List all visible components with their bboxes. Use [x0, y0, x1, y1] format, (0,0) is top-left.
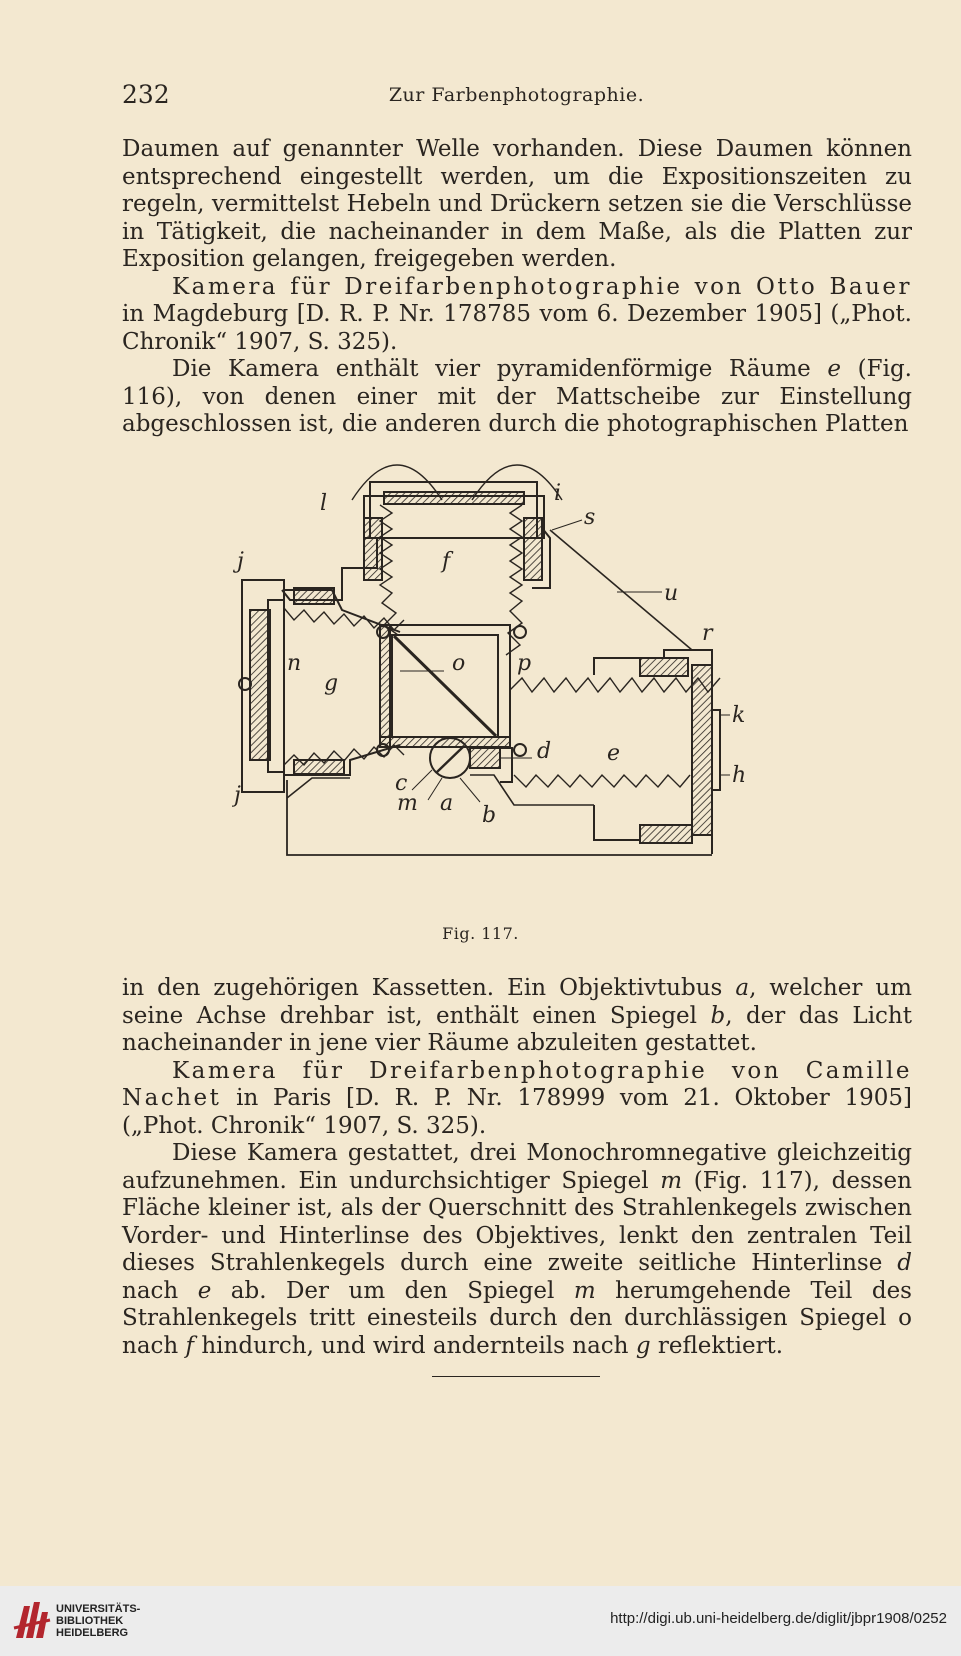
- label-m: m: [397, 791, 418, 816]
- g-bottom-mount: [294, 760, 344, 774]
- text-run: reflektiert.: [650, 1332, 784, 1359]
- camera-diagram: [232, 460, 812, 920]
- text-run: (Fig. 117), dessen Fläche kleiner ist, als der Querschnitt des Strahlenkegels zwischen Vorder- und Hinterlinse des Objektives, lenkt den zentralen Teil dieses Strahlenkegels durch eine zweite seitliche Hinterlinse: [122, 1167, 912, 1276]
- g-top-mount: [294, 588, 334, 604]
- leader-s: [552, 520, 582, 530]
- nachet-citation: in Paris [D. R. P. Nr. 178999 vom 21. Oktober 1905] („Phot. Chronik“ 1907, S. 325).: [122, 1085, 912, 1139]
- label-l: l: [320, 491, 328, 516]
- text-run: nach: [122, 1332, 186, 1359]
- leader-b: [460, 778, 480, 802]
- var-b: b: [710, 1002, 726, 1029]
- right-plate-k: [692, 665, 712, 835]
- figure-caption: Fig. 117.: [442, 924, 519, 943]
- page-number: 232: [122, 80, 170, 109]
- source-url[interactable]: http://digi.ub.uni-heidelberg.de/diglit/jbpr1908/0252: [610, 1610, 947, 1627]
- text-run: hindurch, und wird andernteils nach: [194, 1332, 636, 1359]
- page-header: [122, 80, 911, 114]
- paragraph-nachet-heading: [122, 1058, 912, 1141]
- f-right-mount: [524, 518, 542, 580]
- text-run: , der das Licht nacheinander in jene vier Räume abzuleiten gestattet.: [122, 1002, 912, 1056]
- library-name-line: UNIVERSITÄTS-: [56, 1603, 141, 1615]
- library-logo-icon: [12, 1598, 52, 1642]
- text-block-top: [122, 136, 912, 439]
- label-i: i: [554, 481, 562, 506]
- label-p: p: [517, 651, 532, 676]
- text-run: (Fig. 116), von denen einer mit der Mattscheibe zur Einstellung abgeschlossen ist, die anderen durch die photographischen Platten: [122, 356, 912, 437]
- paragraph-nachet-description: [122, 1140, 912, 1360]
- label-r: r: [702, 621, 713, 646]
- text-run: , welcher um seine Achse drehbar ist, enthält einen Spiegel: [122, 975, 912, 1029]
- bolt-bottom-right: [514, 744, 526, 756]
- paragraph-bauer-continuation: [122, 975, 912, 1058]
- var-e: e: [197, 1277, 212, 1304]
- var-a: a: [735, 975, 750, 1001]
- var-g: g: [635, 1332, 651, 1359]
- var-m: m: [660, 1167, 683, 1194]
- paragraph-bauer-heading: [122, 274, 912, 357]
- top-plate: [384, 492, 524, 504]
- f-left-mount: [364, 518, 382, 580]
- label-n: n: [287, 651, 302, 676]
- label-a: a: [440, 791, 454, 816]
- paragraph-bauer-description: [122, 356, 912, 439]
- label-d: d: [537, 739, 552, 764]
- mirror-o: [394, 636, 496, 736]
- label-k: k: [732, 703, 746, 728]
- nachet-heading: Kamera für Dreifarbenphotographie von Camille Nachet: [122, 1057, 912, 1111]
- label-h: h: [732, 763, 747, 788]
- right-knob-h: [712, 710, 720, 790]
- bellows-e-bottom: [514, 775, 690, 787]
- leader-c: [412, 770, 432, 790]
- var-f: f: [185, 1332, 195, 1359]
- end-rule: [432, 1376, 600, 1377]
- lens-d-holder: [500, 748, 512, 782]
- central-left-wall: [380, 625, 390, 747]
- label-b: b: [482, 803, 497, 828]
- figure-117: [232, 460, 812, 920]
- label-s: s: [584, 505, 596, 530]
- var-o: o: [898, 1305, 912, 1331]
- text-block-bottom: [122, 975, 912, 1360]
- label-g: g: [324, 671, 339, 696]
- lens-d-mount: [470, 748, 500, 768]
- e-bottom-housing: [594, 805, 640, 840]
- bauer-heading: Kamera für Dreifarbenphotographie von Otto Bauer: [172, 273, 912, 300]
- library-name: [56, 1603, 140, 1639]
- text-run: ab. Der um den Spiegel: [211, 1277, 574, 1304]
- footer-bar: [0, 1586, 961, 1656]
- text-run: in den zugehörigen Kassetten. Ein Objektivtubus: [122, 975, 736, 1001]
- text-run: Die Kamera enthält vier pyramidenförmige Räume: [172, 356, 828, 382]
- label-u: u: [664, 581, 679, 606]
- label-e: e: [607, 741, 621, 766]
- library-name-line: BIBLIOTHEK: [56, 1615, 124, 1627]
- text-run: herumgehende Teil des Strahlenkegels tritt einesteils durch den durchlässigen Spiegel: [122, 1277, 912, 1331]
- bellows-e-top: [510, 678, 720, 692]
- text-run: nach: [122, 1277, 198, 1304]
- label-f: f: [442, 549, 451, 574]
- var-m: m: [573, 1277, 596, 1304]
- plate-r: [640, 658, 688, 676]
- label-j-top: j: [237, 549, 244, 574]
- base-left-bracket: [287, 778, 350, 798]
- bauer-citation: in Magdeburg [D. R. P. Nr. 178785 vom 6. Dezember 1905] („Phot. Chronik“ 1907, S. 325).: [122, 301, 912, 355]
- running-title: Zur Farbenphotographie.: [388, 84, 645, 106]
- mirror-b: [437, 746, 464, 772]
- top-plate-housing: [370, 482, 537, 537]
- var-d: d: [897, 1250, 912, 1276]
- label-j-bottom: j: [234, 783, 241, 808]
- label-o: o: [452, 651, 466, 676]
- library-name-line: HEIDELBERG: [56, 1627, 129, 1639]
- var-e: e: [827, 356, 842, 382]
- paragraph-continuation: Daumen auf genannter Welle vorhanden. Diese Daumen können entsprechend eingestellt werden, um die Expositionszeiten zu regeln, vermittelst Hebeln und Drückern setzen sie die Verschlüsse in Tätigkeit, die nacheinander in dem Maße, als die Platten zur Exposition gelangen, freigegeben werden.: [122, 136, 912, 272]
- e-bottom-mount: [640, 825, 692, 843]
- bolt-top-right: [514, 626, 526, 638]
- label-c: c: [395, 771, 408, 796]
- text-run: Diese Kamera gestattet, drei Monochromnegative gleichzeitig aufzunehmen. Ein undurchsichtiger Spiegel: [122, 1140, 912, 1194]
